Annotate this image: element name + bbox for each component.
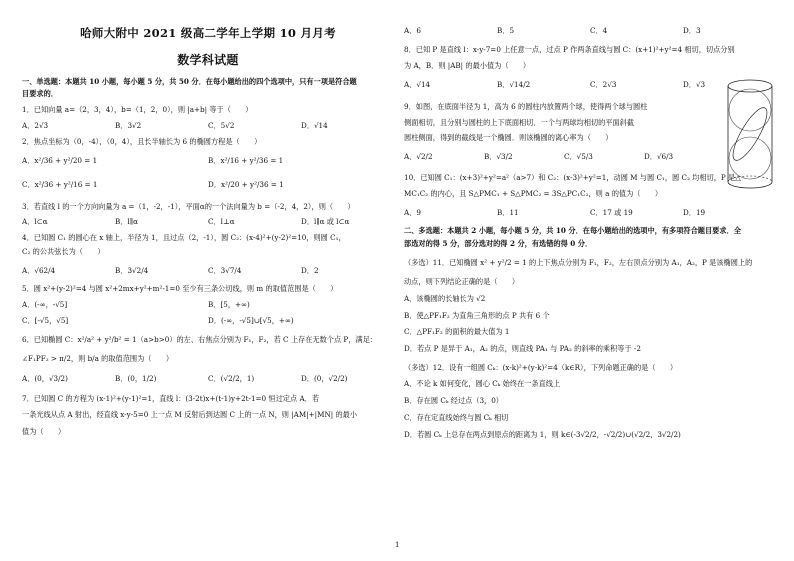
q9-option-c: C．√5/3: [564, 152, 593, 162]
q2-options-row2: [22, 180, 394, 190]
section2-heading: 二、多选题：本题共 2 小题，每小题 5 分，共 10 分．在每小题给出的选项中，有多项符合题目要求．全: [404, 225, 741, 235]
q1-option-c: C．5√2: [208, 120, 235, 130]
q5-options-row2: [22, 316, 394, 326]
q6-option-b: B．(0，1/2): [115, 373, 157, 383]
q9-options: [404, 152, 724, 162]
q3-option-a: A．l⊂α: [22, 217, 48, 227]
question-7-cont2: 值为（ ）: [22, 427, 66, 437]
right-column: [404, 0, 776, 439]
question-7: 7．已知圆 C 的方程为 (x-1)²+(y-1)²=1，直线 l：(3-2t)x+(t-1)y+2t-1=0 恒过定点 A．若: [22, 393, 320, 403]
cylinder-top-ellipse: [728, 80, 772, 92]
q8-option-c: C．2√3: [590, 80, 617, 90]
question-3: 3．若直线 l 的一个方向向量为 a =（1，-2，-1），平面α的一个法向量为 b =（-2，4，2），则（ ）: [22, 201, 355, 211]
exam-subtitle: 数学科试题: [177, 52, 239, 67]
left-column: [22, 0, 394, 437]
section1-heading-cont: 目要求的．: [22, 89, 58, 99]
q4-option-d: D．2: [301, 265, 319, 275]
q5-option-d: D．(-∞，-√5]∪[√5，+∞): [208, 315, 294, 325]
q12-option-a: A．不论 k 如何变化，圆心 Cₖ 始终在一条直线上: [404, 379, 561, 389]
q5-option-a: A．(-∞，-√5]: [22, 300, 68, 310]
q9-option-d: D．√6/3: [644, 152, 674, 162]
q2-option-d: D．x²/20 + y²/36 = 1: [208, 180, 284, 190]
q11-option-a: A．该椭圆的长轴长为 √2: [404, 293, 486, 303]
q5-options-row1: [22, 300, 394, 310]
question-4: 4．已知圆 C₁ 的圆心在 x 轴上，半径为 1，且过点（2，-1），圆 C₂：(x-4)²+(y-2)²=10，则圆 C₁，: [22, 233, 346, 243]
q1-option-a: A．2√3: [22, 120, 49, 130]
q12-option-d: D．若圆 Cₖ 上总存在两点到原点的距离为 1，则 k∈(-3√2/2，-√2/2)∪(√2/2，3√2/2): [404, 429, 681, 439]
q12-option-b: B．存在圆 Cₖ 经过点（3，0）: [404, 396, 503, 406]
q6-option-d: D．(0，√2/2): [301, 373, 348, 383]
q5-option-c: C．[-√5，√5]: [22, 315, 69, 325]
q9-option-a: A．√2/2: [404, 152, 433, 162]
q1-option-b: B．3√2: [115, 120, 142, 130]
cylinder-bottom-front: [728, 182, 772, 188]
page-number: 1: [395, 541, 400, 549]
q6-options: [22, 374, 394, 384]
q8-option-d: D．√3: [683, 80, 706, 90]
question-11: （多选）11．已知椭圆 x² + y²/2 = 1 的上下焦点分别为 F₁，F₂，左右顶点分别为 A₁，A₂，P 是该椭圆上的: [404, 258, 753, 268]
q7-option-c: C．4: [590, 26, 608, 35]
q4-options: [22, 266, 394, 276]
section2-heading-cont: 部选对的得 5 分，部分选对的得 2 分，有选错的得 0 分．: [404, 238, 593, 248]
q3-option-c: C．l⊥α: [208, 217, 235, 227]
q9-option-b: B．√3/2: [484, 152, 513, 162]
question-4-cont: C₂ 的公共弦长为（ ）: [22, 246, 105, 256]
question-2: 2．焦点坐标为（0，-4），（0，4），且长半轴长为 6 的椭圆方程是（ ）: [22, 136, 262, 146]
q4-option-b: B．3√2/4: [115, 265, 149, 275]
q7-option-b: B．5: [497, 26, 515, 35]
q10-option-c: C．17 或 19: [590, 208, 633, 218]
q3-option-d: D．l∥α 或 l⊂α: [301, 217, 350, 227]
q8-option-b: B．√14/2: [497, 80, 531, 90]
question-12: （多选）12．设有一组圆 Cₖ：(x-k)²+(y-k)²=4（k∈R），下列命题正确的是（ ）: [404, 362, 678, 372]
question-9-cont2: 圆柱侧面，得到的截线是一个椭圆．则该椭圆的离心率为（ ）: [404, 133, 613, 143]
q12-option-c: C．存在定直线始终与圆 Cₖ 相切: [404, 412, 509, 422]
question-6: 6．已知椭圆 C：x²/a² + y²/b² = 1（a>b>0）的左、右焦点分别为 F₁，F₂，若 C 上存在无数个点 P，满足：: [22, 335, 378, 345]
q10-option-d: D．19: [683, 208, 706, 218]
q10-option-a: A．9: [404, 208, 421, 218]
question-5: 5．圆 x²+(y-2)²=4 与圆 x²+2mx+y²+m²-1=0 至少有三条公切线，则 m 的取值范围是（ ）: [22, 284, 338, 294]
question-7-cont: 一条光线从点 A 射出，经直线 x-y-5=0 上一点 M 反射后到达圆 C 上的一点 N，则 |AM|+|MN| 的最小: [22, 410, 358, 420]
question-9-cont: 侧面相切，且分别与圆柱的上下底面相切．一个与两球均相切的平面斜截: [404, 117, 635, 127]
question-8: 8．已知 P 是直线 l：x-y-7=0 上任意一点，过点 P 作两条直线与圆 C：(x+1)²+y²=4 相切，切点分别: [404, 44, 735, 54]
q10-option-b: B．11: [497, 208, 519, 218]
question-1: 1．已知向量 a=（2，3，4），b=（1，2，0），则 |a+b| 等于（ ）: [22, 105, 253, 115]
q11-option-b: B．使△PF₁F₂ 为直角三角形的点 P 共有 6 个: [404, 310, 550, 320]
q11-option-c: C．△PF₁F₂ 的面积的最大值为 1: [404, 327, 510, 337]
question-9: 9．如图，在底面半径为 1，高为 6 的圆柱内放置两个球，使得两个球与圆柱: [404, 101, 648, 111]
q8-option-a: A．√14: [404, 80, 431, 90]
question-10: 10．已知圆 C₁：(x+3)²+y²=a²（a>7）和 C₂：(x-3)²+y²=1，动圆 M 与圆 C₁，圆 C₂ 均相切，P 是△: [404, 172, 741, 182]
q7-option-d: D．3: [683, 26, 701, 35]
q6-option-c: C．(√2/2，1): [208, 373, 255, 383]
question-10-cont: MC₁C₂ 的内心，且 S△PMC₁ + S△PMC₂ = 3S△PC₁C₂，则 a 的值为（ ）: [404, 189, 663, 199]
q2-option-c: C．x²/36 + y²/16 = 1: [22, 180, 98, 190]
section-ellipse: [727, 104, 773, 165]
q3-option-b: B．l∥α: [115, 217, 138, 227]
q11-option-d: D．若点 P 是异于 A₁，A₂ 的点，则直线 PA₁ 与 PA₂ 的斜率的乘积等于 -2: [404, 343, 641, 353]
q2-options-row1: [22, 156, 394, 166]
section1-heading: 一、单选题：本题共 10 小题，每小题 5 分，共 50 分．在每小题给出的四个选项中，只有一项是符合题: [22, 76, 357, 86]
question-11-cont: 动点，则下列结论正确的是（ ）: [404, 277, 520, 287]
q7-options: [404, 26, 776, 36]
q1-option-d: D．√14: [301, 120, 328, 130]
q5-option-b: B．[5，+∞): [208, 300, 250, 310]
q8-options: [404, 80, 776, 90]
question-8-cont: 为 A，B．则 |AB| 的最小值为（ ）: [404, 61, 531, 71]
q4-option-a: A．√62/4: [22, 265, 56, 275]
question-6-cont: ∠F₁PF₂ > π/2，则 b/a 的取值范围为（ ）: [22, 354, 174, 364]
q2-option-b: B．x²/16 + y²/36 = 1: [208, 156, 284, 166]
cylinder-figure: [724, 78, 776, 190]
q6-option-a: A．(0，√3/2): [22, 373, 68, 383]
q7-option-a: A．6: [404, 26, 421, 35]
q2-option-a: A．x²/36 + y²/20 = 1: [22, 156, 98, 166]
q10-options: [404, 208, 776, 218]
q3-options: [22, 217, 394, 227]
exam-title: 哈师大附中 2021 级高二学年上学期 10 月月考: [80, 26, 336, 40]
q1-options: [22, 121, 394, 131]
q4-option-c: C．3√7/4: [208, 265, 242, 275]
